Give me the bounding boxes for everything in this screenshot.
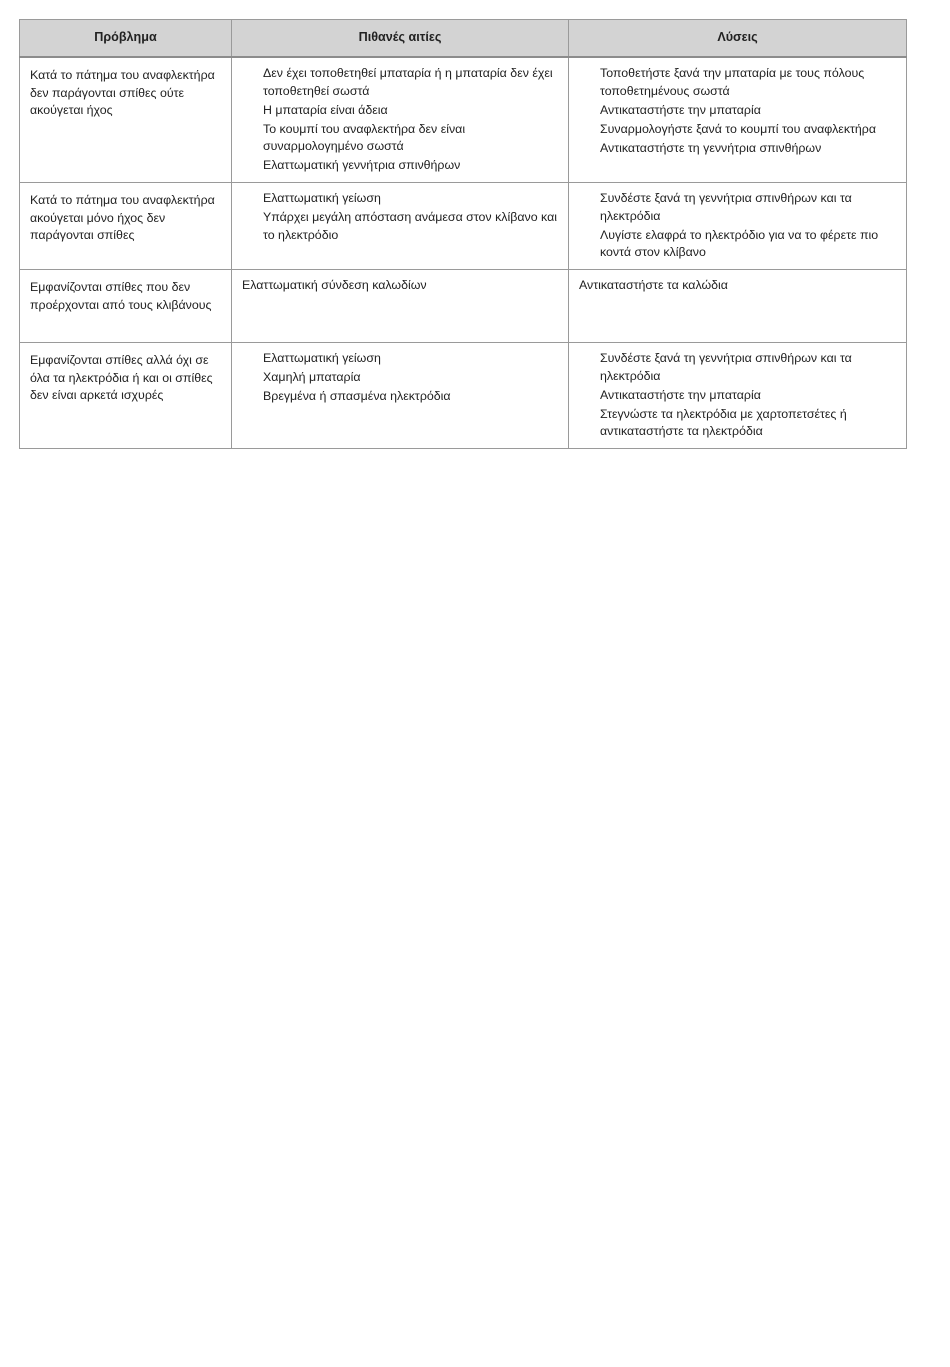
table-row [20,183,907,270]
causes-cell [232,343,569,449]
solutions-list [579,350,898,441]
list-item: Συνδέστε ξανά τη γεννήτρια σπινθήρων και τα ηλεκτρόδια [600,191,852,223]
list-item: Η μπαταρία είναι άδεια [263,102,388,117]
problem-cell: Κατά το πάτημα του αναφλεκτήρα ακούγεται μόνο ήχος δεν παράγονται σπίθες [20,183,232,270]
table-row [20,57,907,183]
causes-list [242,350,560,406]
list-item: Αντικαταστήστε την μπαταρία [600,102,761,117]
list-item: Χαμηλή μπαταρία [263,370,361,384]
list-item: Το κουμπί του αναφλεκτήρα δεν είναι συναρμολογημένο σωστά [263,121,466,153]
list-item: Υπάρχει μεγάλη απόσταση ανάμεσα στον κλίβανο και το ηλεκτρόδιο [263,210,557,242]
list-item: Στεγνώστε τα ηλεκτρόδια με χαρτοπετσέτες ή αντικαταστήστε τα ηλεκτρόδια [600,406,847,438]
cause-text: Ελαττωματική σύνδεση καλωδίων [242,278,427,292]
problem-cell: Εμφανίζονται σπίθες αλλά όχι σε όλα τα ηλεκτρόδια ή και οι σπίθες δεν είναι αρκετά ισχυρές [20,343,232,449]
causes-list [242,190,560,244]
solutions-cell [569,57,907,183]
causes-cell [232,270,569,343]
solutions-cell [569,183,907,270]
header-problem: Πρόβλημα [20,20,232,58]
list-item: Βρεγμένα ή σπασμένα ηλεκτρόδια [263,389,451,403]
causes-cell [232,57,569,183]
list-item: Συνδέστε ξανά τη γεννήτρια σπινθήρων και τα ηλεκτρόδια [600,351,852,383]
list-item: Ελαττωματική γείωση [263,191,381,205]
list-item: Αντικαταστήστε τη γεννήτρια σπινθήρων [600,140,822,155]
table-header-row [20,20,907,58]
causes-cell [232,183,569,270]
list-item: Δεν έχει τοποθετηθεί μπαταρία ή η μπαταρία δεν έχει τοποθετηθεί σωστά [263,66,553,98]
solutions-list [579,65,898,157]
solutions-cell [569,270,907,343]
header-solutions: Λύσεις [569,20,907,58]
solution-text: Αντικαταστήστε τα καλώδια [579,278,728,292]
table-row [20,343,907,449]
causes-list [242,65,560,175]
list-item: Αντικαταστήστε την μπαταρία [600,387,761,402]
list-item: Συναρμολογήστε ξανά το κουμπί του αναφλεκτήρα [600,121,877,136]
header-causes: Πιθανές αιτίες [232,20,569,58]
solutions-cell [569,343,907,449]
problem-cell: Κατά το πάτημα του αναφλεκτήρα δεν παράγονται σπίθες ούτε ακούγεται ήχος [20,57,232,183]
list-item: Ελαττωματική γεννήτρια σπινθήρων [263,158,461,172]
list-item: Λυγίστε ελαφρά το ηλεκτρόδιο για να το φέρετε πιο κοντά στον κλίβανο [600,227,879,259]
table-row [20,270,907,343]
list-item: Τοποθετήστε ξανά την μπαταρία με τους πόλους τοποθετημένους σωστά [600,66,865,98]
list-item: Ελαττωματική γείωση [263,351,381,365]
solutions-list [579,190,898,262]
troubleshooting-table [19,19,907,449]
problem-cell: Εμφανίζονται σπίθες που δεν προέρχονται από τους κλιβάνους [20,270,232,343]
